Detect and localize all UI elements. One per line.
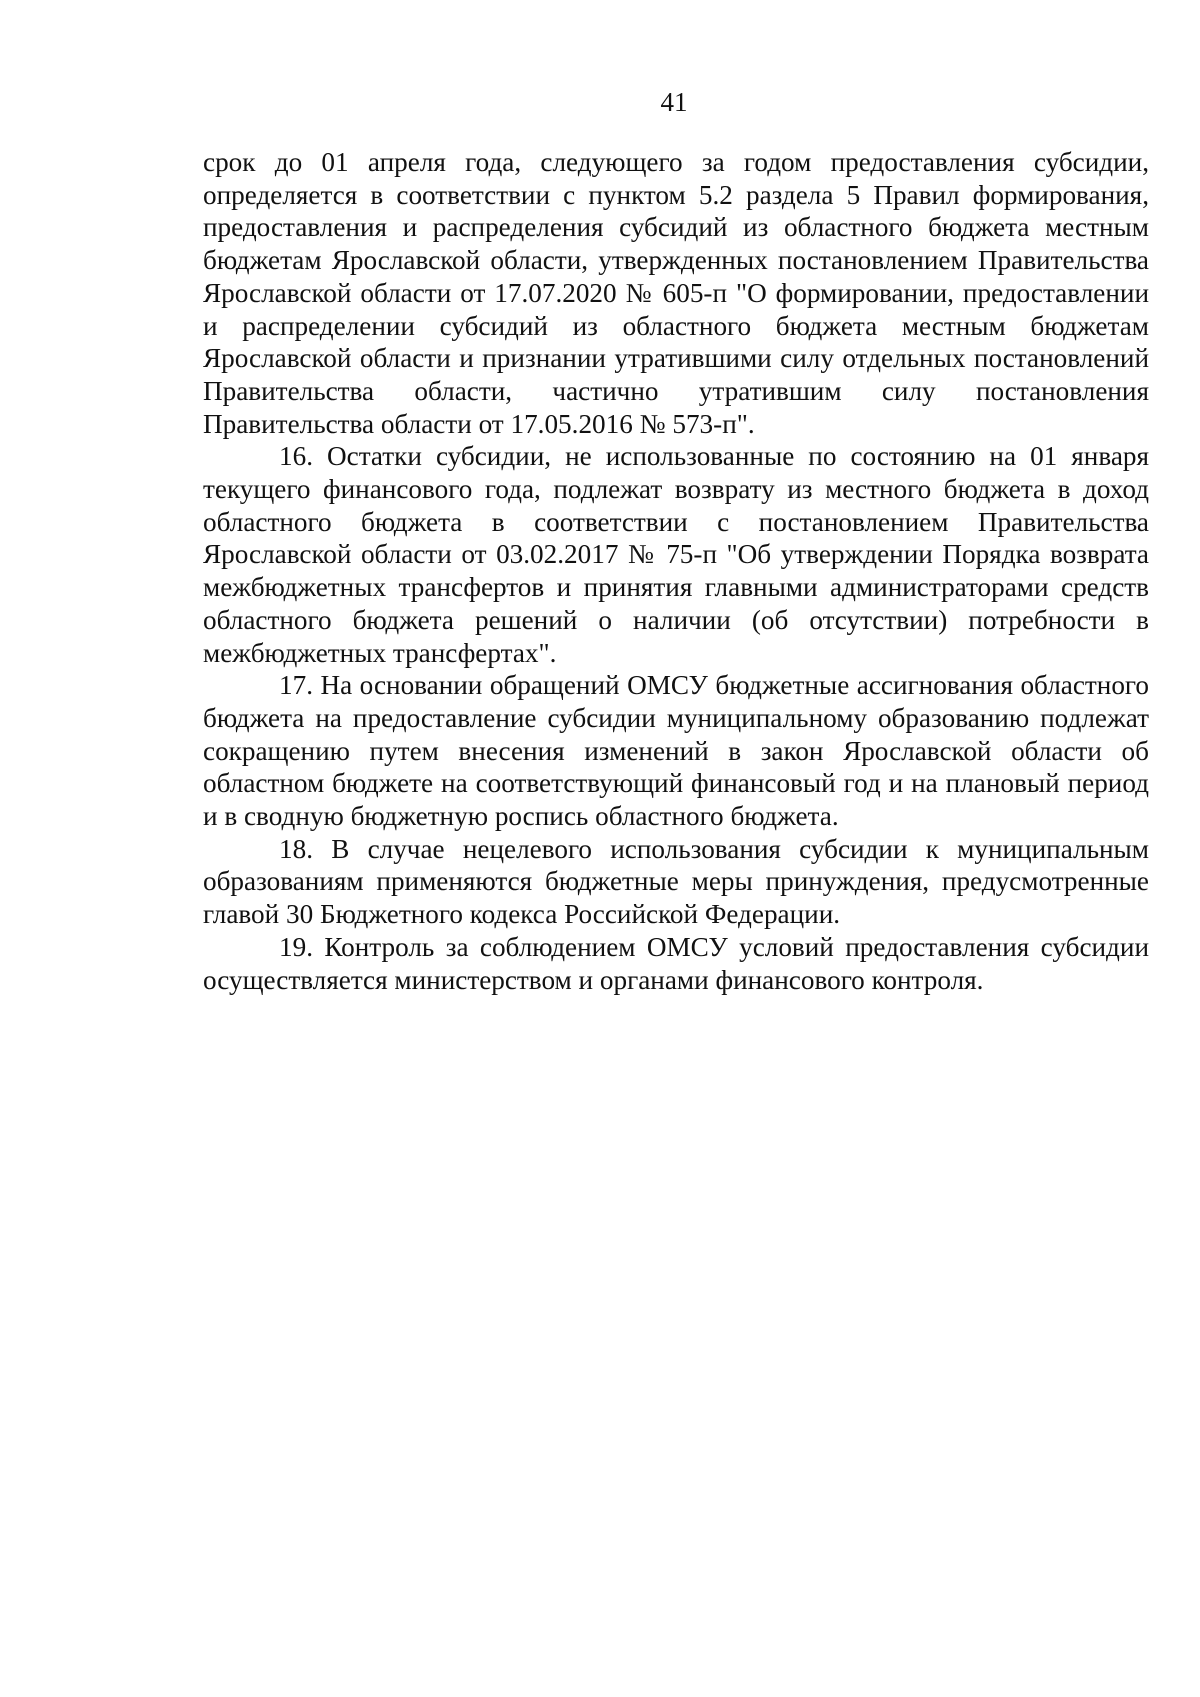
paragraph-17: 17. На основании обращений ОМСУ бюджетные ассигнования областного бюджета на предоставление субсидии муниципальному образованию подлежат сокращению путем внесения изменений в закон Ярославской области об областном бюджете на соответствующий финансовый год и на плановый период и в сводную бюджетную роспись областного бюджета. <box>203 670 1149 832</box>
paragraph-continuation: срок до 01 апреля года, следующего за годом предоставления субсидии, определяется в соответствии с пунктом 5.2 раздела 5 Правил формирования, предоставления и распределения субсидий из областного бюджета местным бюджетам Ярославской области, утвержденных постановлением Правительства Ярославской области от 17.07.2020 № 605-п "О формировании, предоставлении и распределении субсидий из областного бюджета местным бюджетам Ярославской области и признании утратившими силу отдельных постановлений Правительства области, частично утратившим силу постановления Правительства области от 17.05.2016 № 573-п". <box>203 147 1149 439</box>
document-body <box>203 146 1149 996</box>
paragraph-19: 19. Контроль за соблюдением ОМСУ условий предоставления субсидии осуществляется министерством и органами финансового контроля. <box>203 931 1149 995</box>
paragraph-18: 18. В случае нецелевого использования субсидии к муниципальным образованиям применяются бюджетные меры принуждения, предусмотренные главой 30 Бюджетного кодекса Российской Федерации. <box>203 833 1149 930</box>
page-number: 41 <box>660 87 688 117</box>
paragraph-16: 16. Остатки субсидии, не использованные по состоянию на 01 января текущего финансового года, подлежат возврату из местного бюджета в доход областного бюджета в соответствии с постановлением Правительства Ярославской области от 03.02.2017 № 75-п "Об утверждении Порядка возврата межбюджетных трансфертов и принятия главными администраторами средств областного бюджета решений о наличии (об отсутствии) потребности в межбюджетных трансфертах". <box>203 441 1149 668</box>
